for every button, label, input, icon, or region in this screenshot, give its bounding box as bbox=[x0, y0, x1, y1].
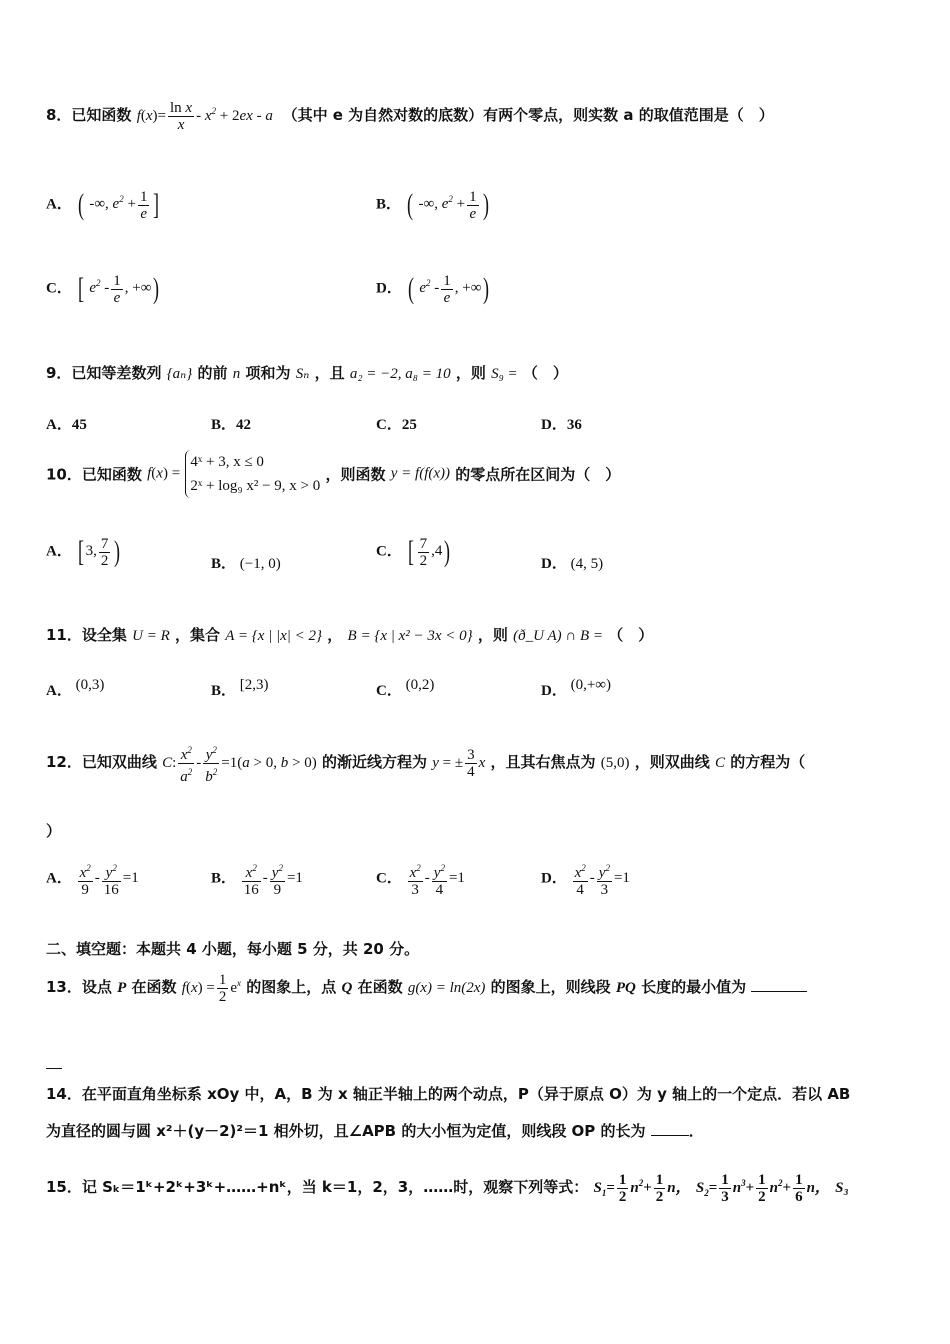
q10-option-b[interactable] bbox=[211, 552, 281, 573]
q12-option-d-value: $\frac{x^2}{4}$ - $\frac{y^2}{3}$ =1 bbox=[571, 870, 630, 886]
q8-function: f(x)= $\frac{\text{ln x}}{x}$ - $x^2 + 2ex - a$ bbox=[136, 100, 277, 133]
q15-stem: 15．记 Sₖ＝1ᵏ+2ᵏ+3ᵏ+……+nᵏ，当 k＝1，2，3，……时，观察下列等式： bbox=[46, 1177, 589, 1196]
q10-tail: 的零点所在区间为（ ） bbox=[455, 465, 621, 484]
q11-text: ，集合 bbox=[174, 626, 220, 644]
option-label: B． bbox=[376, 196, 402, 213]
q10-case1: 4ˣ + 3, x ≤ 0 bbox=[190, 454, 264, 470]
q13-text: 的图象上，点 bbox=[246, 977, 337, 996]
question-11 bbox=[46, 624, 910, 645]
q9-ask: S₉ = bbox=[491, 366, 518, 382]
q10-composite: y = f(f(x)) bbox=[390, 465, 451, 482]
question-13 bbox=[46, 972, 910, 1005]
option-label: D． bbox=[376, 280, 402, 297]
q9-text: 项和为 bbox=[245, 364, 291, 382]
question-14-line2: 为直径的圆与圆 x²＋(y－2)²＝1 相外切，且∠APB 的大小恒为定值，则线段 OP 的长为 ． bbox=[46, 1122, 704, 1140]
q13-answer-blank[interactable] bbox=[751, 977, 807, 992]
q11-paren: （ ） bbox=[608, 626, 654, 644]
q11-option-d[interactable] bbox=[541, 677, 611, 700]
q13-stem: 13．设点 bbox=[46, 977, 112, 996]
q13-answer-blank-continued[interactable] bbox=[46, 1068, 62, 1069]
option-label: C． bbox=[376, 870, 402, 887]
question-14-line1 bbox=[46, 1083, 910, 1104]
q13-g: g(x) = ln(2x) bbox=[407, 979, 486, 996]
q12-option-d[interactable] bbox=[541, 860, 630, 898]
q13-p: P bbox=[117, 979, 127, 996]
q12-text: ，则双曲线 bbox=[634, 752, 710, 771]
q12-focus: (5,0) bbox=[600, 754, 630, 771]
q14-text-2: 为直径的圆与圆 x²＋(y－2)²＝1 相外切，且∠APB 的大小恒为定值，则线段 OP 的长为 bbox=[46, 1122, 646, 1140]
q9-stem: 9．已知等差数列 bbox=[46, 364, 162, 382]
q11-option-d-value: (0,+∞) bbox=[570, 677, 611, 693]
q12-text: ，且其右焦点为 bbox=[490, 752, 596, 771]
q13-pq: PQ bbox=[615, 979, 636, 996]
q15-s2: $S_2=$ $\frac{1}{3}$ $n^3+$ $\frac{1}{2}$ $n^2+$ $\frac{1}{6}$ n， bbox=[695, 1172, 830, 1205]
q11-stem: 11．设全集 bbox=[46, 626, 127, 644]
q8-option-d-value: ( $e^2$ - $\frac{1}{e}$ , +∞) bbox=[407, 272, 490, 306]
q15-s3: S₃ bbox=[835, 1179, 849, 1196]
question-12 bbox=[46, 742, 910, 785]
q11-expression: (ð_U A) ∩ B = bbox=[513, 628, 603, 644]
section-title: 二、填空题：本题共 4 小题，每小题 5 分，共 20 分。 bbox=[46, 940, 420, 958]
q14-text-1: 14．在平面直角坐标系 xOy 中，A，B 为 x 轴正半轴上的两个动点，P（异于原点 O）为 y 轴上的一个定点．若以 AB bbox=[46, 1085, 851, 1103]
q12-c: C bbox=[714, 754, 725, 771]
q11-universe: U = R bbox=[132, 628, 170, 644]
option-label: B． bbox=[211, 556, 237, 572]
q9-condition: a₂ = −2, a₈ = 10 bbox=[349, 366, 451, 382]
q9-sequence: {aₙ} bbox=[166, 366, 193, 382]
q14-answer-blank[interactable] bbox=[651, 1121, 689, 1136]
q10-text: ，则函数 bbox=[325, 465, 386, 484]
q10-option-a-value: [ 3, $\frac{7}{2}$ ) bbox=[77, 535, 121, 569]
q13-tail: 长度的最小值为 bbox=[641, 977, 747, 996]
q11-option-c-value: (0,2) bbox=[405, 677, 435, 693]
q13-q: Q bbox=[341, 979, 353, 996]
q11-set-b: B = {x | x² − 3x < 0} bbox=[347, 628, 473, 644]
option-label: A． bbox=[46, 196, 72, 213]
q9-text: ，且 bbox=[314, 364, 345, 382]
q10-option-c-value: [ $\frac{7}{2}$ ,4) bbox=[407, 535, 451, 569]
question-10 bbox=[46, 450, 910, 498]
q12-close-paren bbox=[46, 820, 910, 841]
q12-curve: C: $\frac{x^2}{a^2}$ - $\frac{y^2}{b^2}$ =1(a > 0, b > 0) bbox=[162, 755, 317, 771]
q10-function: f(x) = bbox=[147, 465, 181, 482]
q9-option-a[interactable]: A．45 bbox=[46, 417, 87, 433]
q12-option-c-value: $\frac{x^2}{3}$ - $\frac{y^2}{4}$ =1 bbox=[406, 870, 465, 886]
section-2-heading bbox=[46, 938, 910, 959]
q13-text: 在函数 bbox=[131, 977, 177, 996]
option-label: A． bbox=[46, 543, 72, 560]
q12-option-b-value: $\frac{x^2}{16}$ - $\frac{y^2}{9}$ =1 bbox=[240, 870, 303, 886]
q12-tail: 的方程为（ bbox=[730, 752, 806, 771]
q9-option-b[interactable]: B．42 bbox=[211, 417, 252, 433]
q8-option-a[interactable] bbox=[46, 188, 161, 222]
q11-text: ，则 bbox=[477, 626, 508, 644]
q8-option-c-value: [ $e^2$ - $\frac{1}{e}$ , +∞) bbox=[77, 272, 160, 306]
option-label: B． bbox=[211, 683, 237, 699]
q13-f: f(x) = $\frac{1}{2}$ $e^x$ bbox=[181, 972, 241, 1005]
q11-set-a: A = {x | |x| < 2} bbox=[225, 628, 323, 644]
option-label: A． bbox=[46, 870, 72, 887]
q10-option-c[interactable] bbox=[376, 535, 452, 569]
q10-option-d-value: (4, 5) bbox=[570, 556, 604, 572]
option-label: A． bbox=[46, 683, 72, 699]
q8-option-b-value: ( -∞, $e^2$ + $\frac{1}{e}$ ) bbox=[406, 188, 489, 222]
q9-option-d[interactable]: D．36 bbox=[541, 417, 582, 433]
question-8 bbox=[46, 100, 910, 133]
option-label: C． bbox=[376, 543, 402, 560]
q11-option-b-value: [2,3) bbox=[239, 677, 269, 693]
q8-stem: 8．已知函数 bbox=[46, 105, 132, 124]
q13-text: 的图象上，则线段 bbox=[490, 977, 611, 996]
q11-option-a-value: (0,3) bbox=[75, 677, 105, 693]
q8-option-a-value: ( -∞, $e^2$ + $\frac{1}{e}$ ] bbox=[77, 188, 160, 222]
q12-option-c[interactable] bbox=[376, 860, 465, 898]
q12-option-a[interactable] bbox=[46, 860, 139, 898]
q10-case2: 2ˣ + log₉ x² − 9, x > 0 bbox=[190, 478, 321, 494]
q11-comma: ， bbox=[327, 626, 343, 644]
q9-n: n bbox=[232, 366, 241, 382]
option-label: D． bbox=[541, 683, 567, 699]
q13-text: 在函数 bbox=[357, 977, 403, 996]
q10-option-d[interactable] bbox=[541, 552, 603, 573]
option-label: D． bbox=[541, 870, 567, 887]
q15-s1: $S_1=$ $\frac{1}{2}$ $n^2+$ $\frac{1}{2}$ n， bbox=[593, 1172, 691, 1205]
q12-text: 的渐近线方程为 bbox=[321, 752, 427, 771]
q11-option-c[interactable] bbox=[376, 677, 434, 700]
q11-option-b[interactable] bbox=[211, 677, 269, 700]
q9-text: ，则 bbox=[455, 364, 486, 382]
q10-option-a[interactable] bbox=[46, 535, 122, 569]
q12-close: ） bbox=[46, 822, 62, 840]
question-9 bbox=[46, 362, 910, 383]
option-label: B． bbox=[211, 870, 237, 887]
q10-option-b-value: (−1, 0) bbox=[239, 556, 281, 572]
q8-option-b[interactable] bbox=[376, 188, 491, 222]
option-label: D． bbox=[541, 556, 567, 572]
q8-option-c[interactable] bbox=[46, 272, 161, 306]
q8-tail: （其中 e 为自然对数的底数）有两个零点，则实数 a 的取值范围是（ ） bbox=[282, 105, 774, 124]
q12-stem: 12．已知双曲线 bbox=[46, 752, 157, 771]
option-label: C． bbox=[376, 683, 402, 699]
option-label: C． bbox=[46, 280, 72, 297]
q9-option-c[interactable]: C．25 bbox=[376, 417, 417, 433]
q9-sn: Sₙ bbox=[295, 366, 310, 382]
q12-option-a-value: $\frac{x^2}{9}$ - $\frac{y^2}{16}$ =1 bbox=[76, 870, 139, 886]
q8-option-d[interactable] bbox=[376, 272, 491, 306]
q10-stem: 10．已知函数 bbox=[46, 465, 142, 484]
q9-text: 的前 bbox=[197, 364, 228, 382]
q12-option-b[interactable] bbox=[211, 860, 303, 898]
q12-asymptote: y = ± $\frac{3}{4}$ x bbox=[432, 747, 486, 780]
q9-paren: （ ） bbox=[522, 364, 568, 382]
question-15 bbox=[46, 1172, 910, 1205]
q11-option-a[interactable] bbox=[46, 677, 104, 700]
q10-piecewise bbox=[185, 450, 320, 498]
